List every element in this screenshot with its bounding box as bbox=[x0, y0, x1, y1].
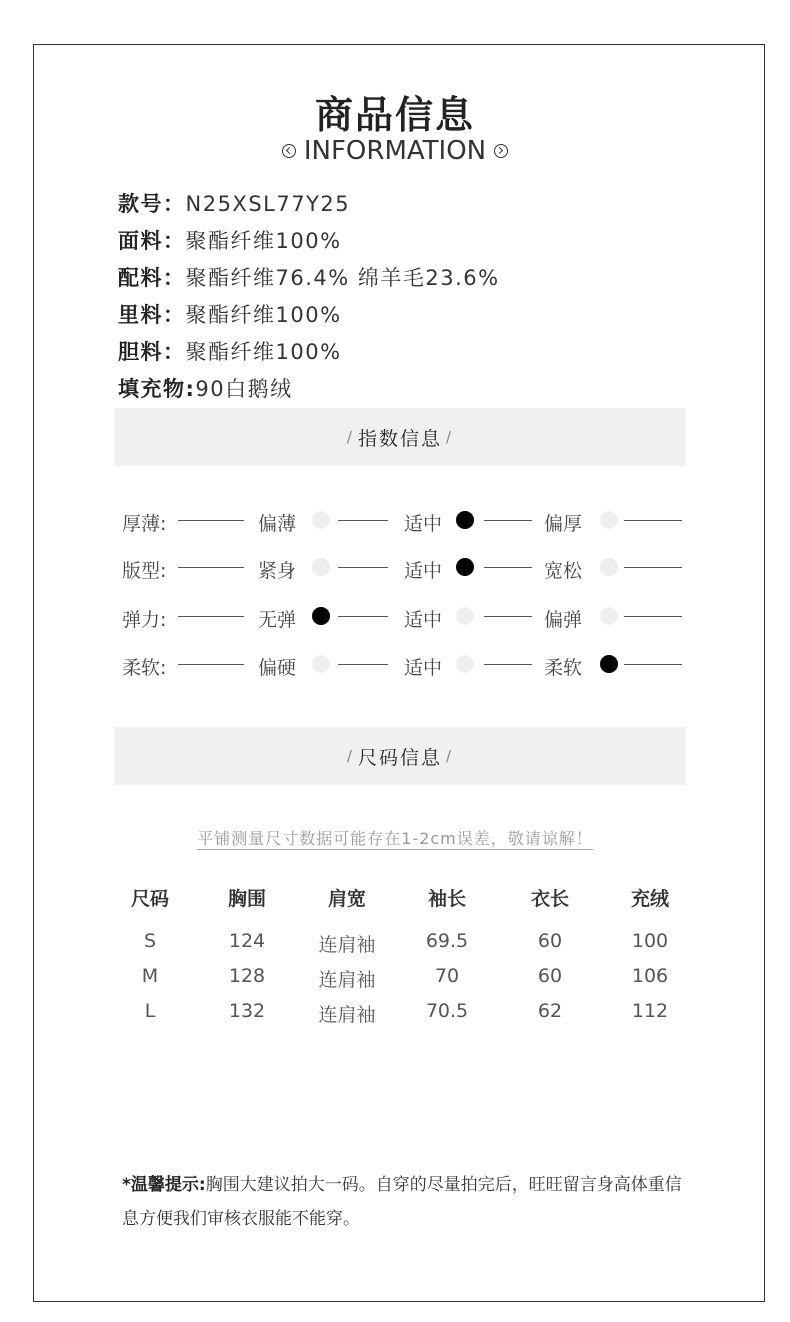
index-option: 偏硬 bbox=[258, 657, 297, 679]
connector-line bbox=[484, 664, 532, 665]
unselected-dot bbox=[600, 607, 618, 625]
spec-key: 填充物: bbox=[118, 377, 196, 401]
unselected-dot bbox=[456, 655, 474, 673]
table-header-cell: 胸围 bbox=[227, 888, 266, 910]
index-label: 版型: bbox=[122, 560, 167, 582]
connector-line bbox=[484, 520, 532, 521]
table-cell: 112 bbox=[631, 1000, 669, 1022]
index-option: 紧身 bbox=[258, 560, 297, 582]
spec-key: 胆料： bbox=[118, 340, 186, 364]
spec-value: 聚酯纤维100% bbox=[185, 303, 342, 327]
table-cell: 132 bbox=[228, 1000, 266, 1022]
connector-line bbox=[624, 567, 682, 568]
table-cell: 124 bbox=[228, 930, 266, 952]
table-cell: 连肩袖 bbox=[318, 969, 376, 991]
spec-row bbox=[118, 225, 342, 255]
table-cell: 60 bbox=[537, 965, 563, 987]
spec-key: 里料： bbox=[118, 303, 186, 327]
connector-line bbox=[624, 664, 682, 665]
table-header-row bbox=[0, 884, 790, 914]
size-section-title: 尺码信息 bbox=[357, 746, 442, 769]
table-row bbox=[0, 930, 790, 960]
connector-line bbox=[484, 616, 532, 617]
table-header-cell: 充绒 bbox=[630, 888, 669, 910]
table-cell: 62 bbox=[537, 1000, 563, 1022]
table-cell: 100 bbox=[631, 930, 669, 952]
spec-value: 聚酯纤维100% bbox=[185, 229, 342, 253]
connector-line bbox=[338, 616, 388, 617]
table-cell: 106 bbox=[631, 965, 669, 987]
table-header-cell: 尺码 bbox=[130, 888, 169, 910]
unselected-dot bbox=[312, 655, 330, 673]
index-option: 偏厚 bbox=[544, 513, 583, 535]
table-cell: 70 bbox=[434, 965, 460, 987]
index-option: 偏弹 bbox=[544, 609, 583, 631]
table-cell: 连肩袖 bbox=[318, 934, 376, 956]
selected-dot bbox=[312, 607, 330, 625]
unselected-dot bbox=[312, 558, 330, 576]
page-subtitle bbox=[0, 136, 790, 166]
tip-label: *温馨提示: bbox=[122, 1175, 206, 1195]
index-option: 无弹 bbox=[258, 609, 297, 631]
connector-line bbox=[624, 616, 682, 617]
size-note bbox=[0, 826, 790, 849]
connector-line bbox=[338, 520, 388, 521]
table-header-cell: 袖长 bbox=[427, 888, 466, 910]
unselected-dot bbox=[600, 511, 618, 529]
table-cell: 128 bbox=[228, 965, 266, 987]
spec-row bbox=[118, 188, 350, 218]
spec-row bbox=[118, 262, 500, 292]
connector-line bbox=[338, 567, 388, 568]
index-option: 适中 bbox=[404, 609, 443, 631]
page-title: 商品信息 bbox=[314, 93, 475, 137]
table-header-cell: 衣长 bbox=[530, 888, 569, 910]
index-option: 偏薄 bbox=[258, 513, 297, 535]
spec-row bbox=[118, 373, 293, 403]
index-option: 宽松 bbox=[544, 560, 583, 582]
table-row bbox=[0, 965, 790, 995]
connector-line bbox=[178, 567, 244, 568]
chevron-left-icon bbox=[282, 144, 296, 158]
index-option: 适中 bbox=[404, 560, 443, 582]
connector-line bbox=[178, 664, 244, 665]
selected-dot bbox=[456, 558, 474, 576]
spec-value: 90白鹅绒 bbox=[195, 377, 293, 401]
subtitle-text: INFORMATION bbox=[303, 136, 487, 166]
selected-dot bbox=[600, 655, 618, 673]
table-cell: S bbox=[143, 930, 157, 952]
connector-line bbox=[178, 616, 244, 617]
spec-value: 聚酯纤维100% bbox=[185, 340, 342, 364]
index-section-header: / 指数信息 / bbox=[114, 408, 686, 466]
spec-key: 配料： bbox=[118, 266, 186, 290]
size-section-header: / 尺码信息 / bbox=[114, 727, 686, 785]
connector-line bbox=[178, 520, 244, 521]
index-label: 柔软: bbox=[122, 657, 167, 679]
tip-box bbox=[122, 1168, 682, 1236]
index-row bbox=[122, 601, 682, 631]
spec-value: 聚酯纤维76.4% 绵羊毛23.6% bbox=[185, 266, 500, 290]
connector-line bbox=[338, 664, 388, 665]
index-row bbox=[122, 552, 682, 582]
index-section-title: 指数信息 bbox=[357, 427, 442, 450]
table-cell: 69.5 bbox=[425, 930, 469, 952]
index-label: 厚薄: bbox=[122, 513, 167, 535]
tip-text: 胸围大建议拍大一码。自穿的尽量拍完后，旺旺留言身高体重信息方便我们审核衣服能不能穿。 bbox=[122, 1175, 682, 1229]
unselected-dot bbox=[600, 558, 618, 576]
index-label: 弹力: bbox=[122, 609, 167, 631]
spec-row bbox=[118, 299, 342, 329]
table-header-cell: 肩宽 bbox=[327, 888, 366, 910]
unselected-dot bbox=[312, 511, 330, 529]
index-row bbox=[122, 505, 682, 535]
index-row bbox=[122, 649, 682, 679]
connector-line bbox=[484, 567, 532, 568]
index-option: 适中 bbox=[404, 657, 443, 679]
connector-line bbox=[624, 520, 682, 521]
spec-row bbox=[118, 336, 342, 366]
unselected-dot bbox=[456, 607, 474, 625]
table-cell: 连肩袖 bbox=[318, 1004, 376, 1026]
spec-key: 款号： bbox=[118, 192, 186, 216]
size-note-text: 平铺测量尺寸数据可能存在1-2cm误差，敬请谅解！ bbox=[197, 829, 593, 848]
chevron-right-icon bbox=[494, 144, 508, 158]
table-cell: 70.5 bbox=[425, 1000, 469, 1022]
index-option: 适中 bbox=[404, 513, 443, 535]
spec-key: 面料： bbox=[118, 229, 186, 253]
table-cell: M bbox=[141, 965, 159, 987]
selected-dot bbox=[456, 511, 474, 529]
spec-value: N25XSL77Y25 bbox=[185, 192, 351, 216]
table-cell: L bbox=[144, 1000, 156, 1022]
table-row bbox=[0, 1000, 790, 1030]
index-option: 柔软 bbox=[544, 657, 583, 679]
table-cell: 60 bbox=[537, 930, 563, 952]
